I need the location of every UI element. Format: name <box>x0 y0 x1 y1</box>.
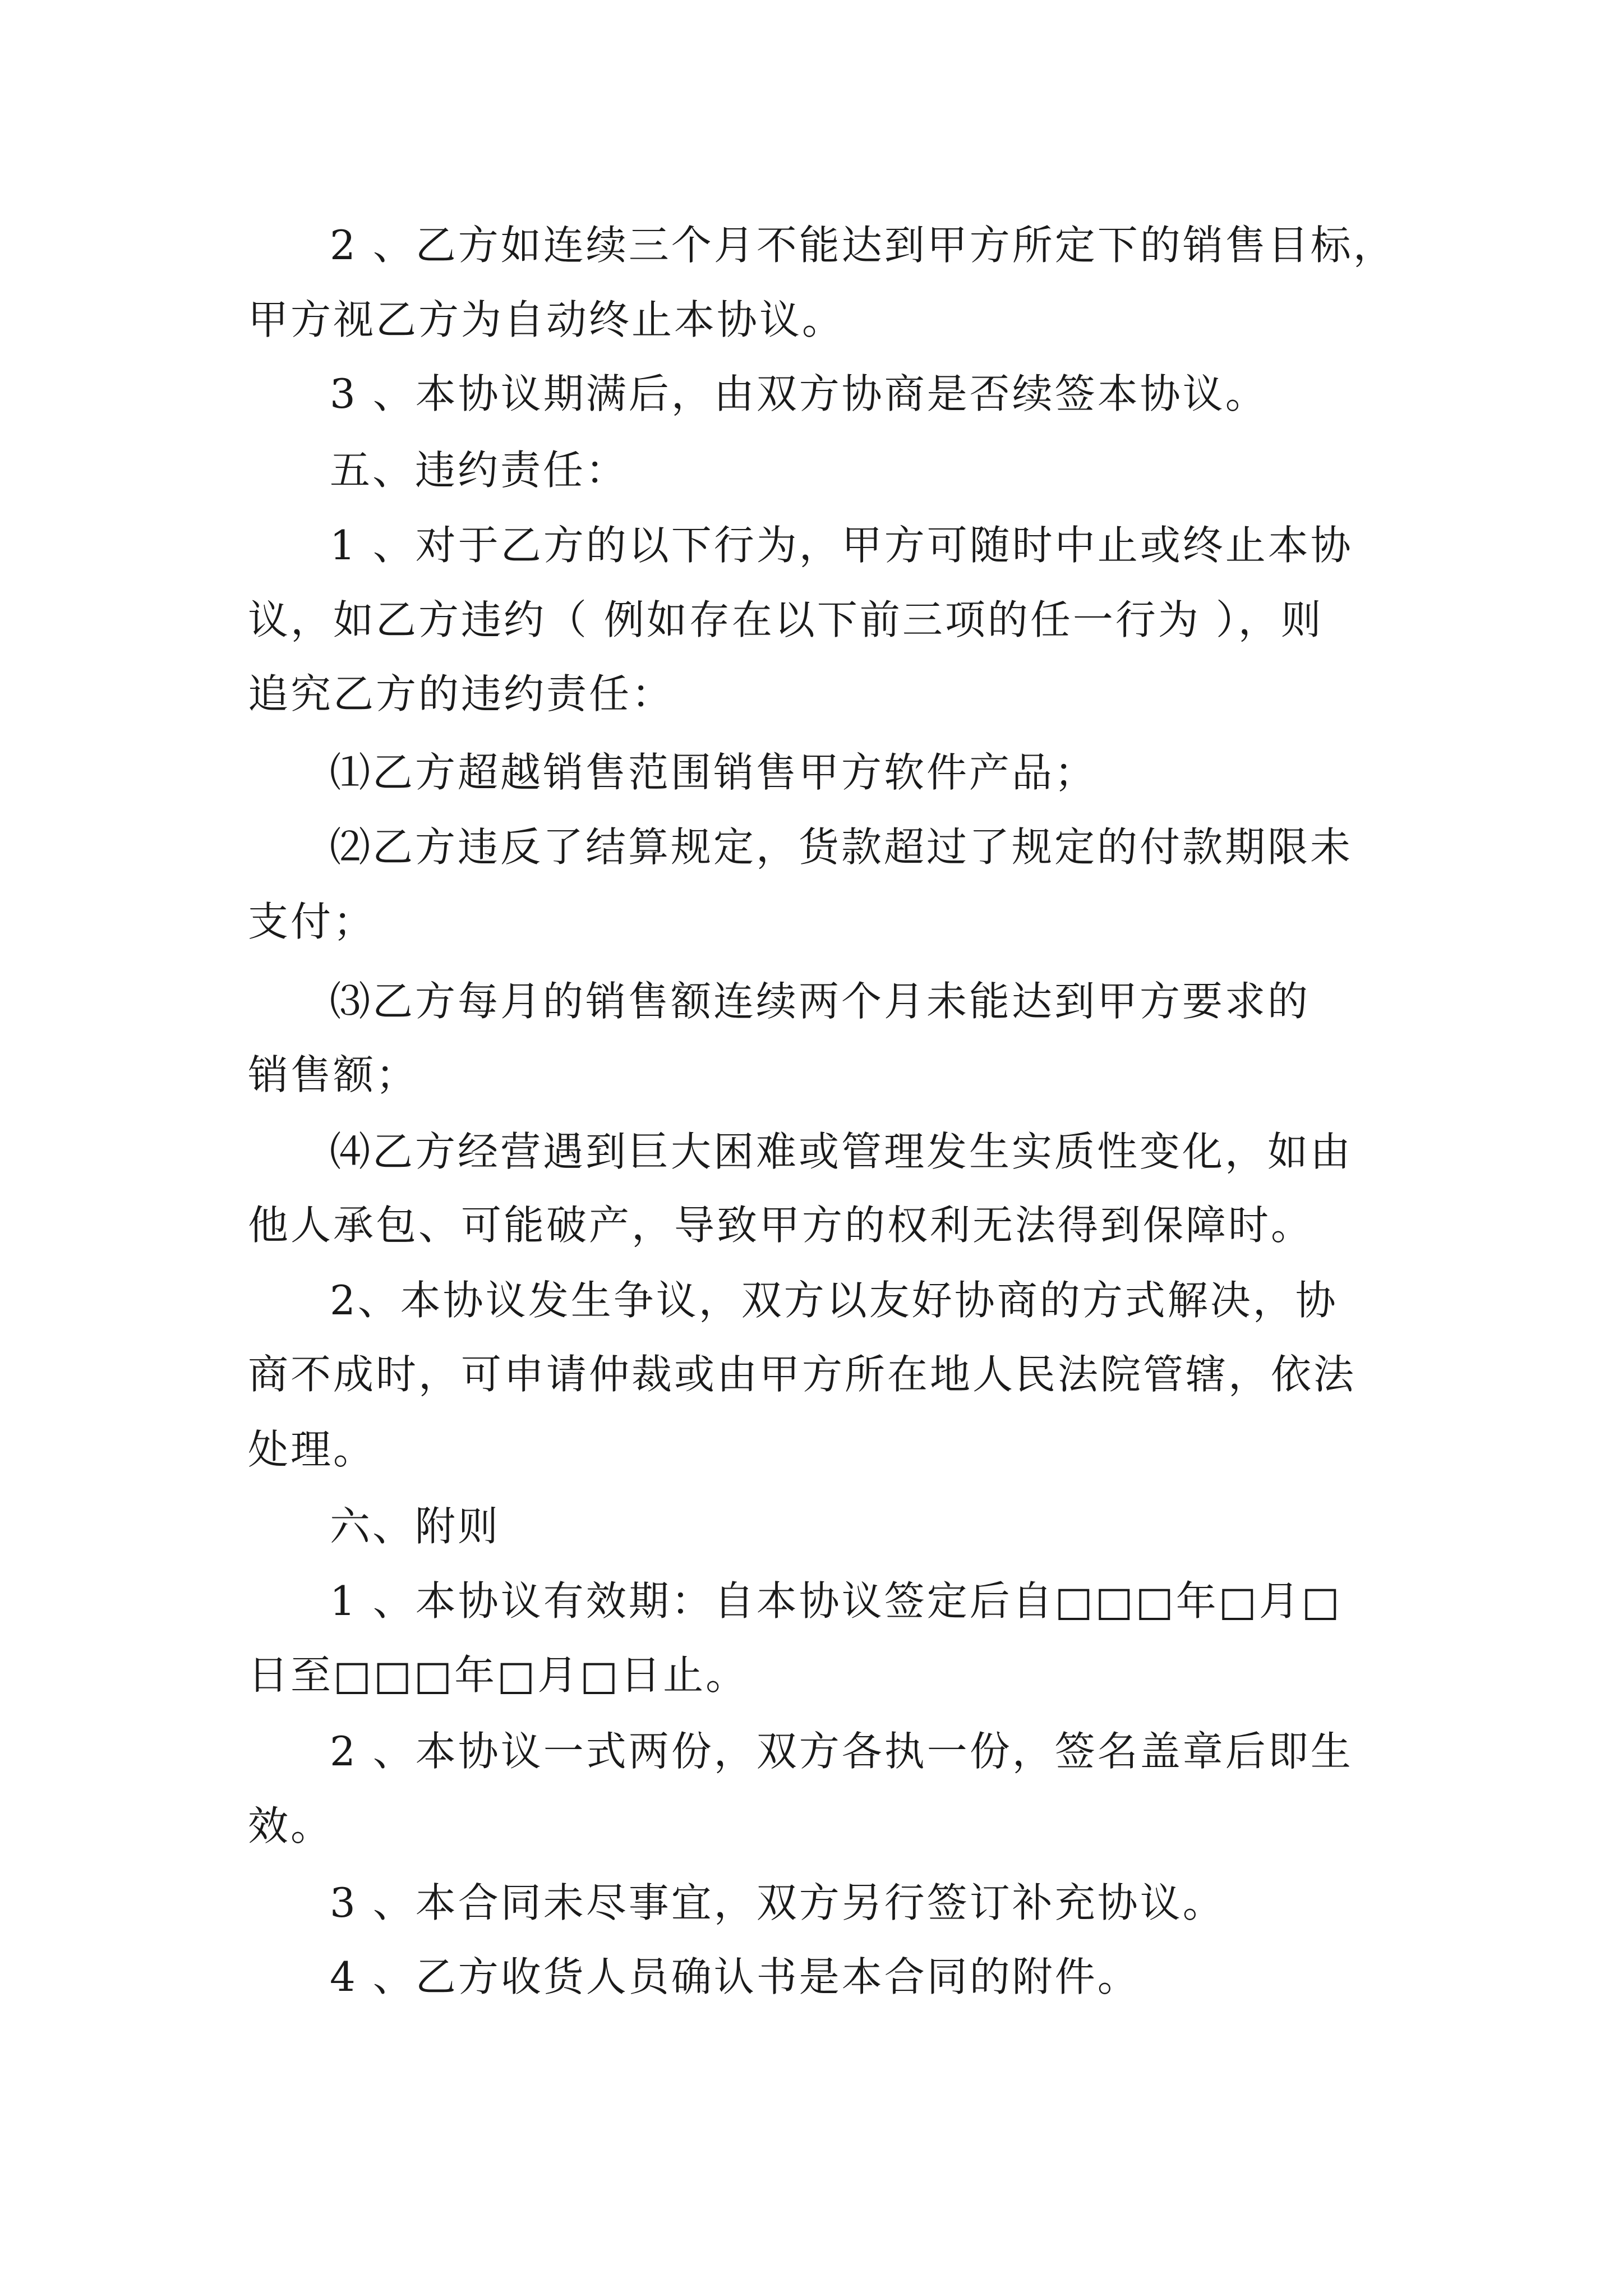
clause-6-3: 3 、本合同未尽事宜，双方另行签订补充协议。 <box>330 1879 1225 1926</box>
clause-5-2-line-3: 处理。 <box>248 1426 376 1473</box>
clause-4-2-line-2: 甲方视乙方为自动终止本协议。 <box>248 296 845 343</box>
clause-5-1-line-1: 1 、对于乙方的以下行为，甲方可随时中止或终止本协 <box>330 522 1353 569</box>
item-3-line-2: 销售额； <box>248 1051 419 1098</box>
clause-4-2-line-1: 2 、乙方如连续三个月不能达到甲方所定下的销售目标， <box>330 222 1396 269</box>
item-1: ⑴乙方超越销售范围销售甲方软件产品； <box>330 749 1098 796</box>
clause-6-2-line-1: 2 、本协议一式两份，双方各执一份，签名盖章后即生 <box>330 1728 1353 1775</box>
clause-5-1-line-3: 追究乙方的违约责任： <box>248 670 675 717</box>
clause-5-2-line-1: 2、本协议发生争议，双方以友好协商的方式解决，协 <box>330 1277 1338 1324</box>
item-4-line-2: 他人承包、可能破产，导致甲方的权利无法得到保障时。 <box>248 1202 1314 1249</box>
section-6-heading: 六、附则 <box>330 1503 501 1550</box>
clause-4-3: 3 、本协议期满后，由双方协商是否续签本协议。 <box>330 370 1268 417</box>
item-4-line-1: ⑷乙方经营遇到巨大困难或管理发生实质性变化，如由 <box>330 1128 1353 1175</box>
clause-6-4: 4 、乙方收货人员确认书是本合同的附件。 <box>330 1953 1140 2000</box>
clause-6-1-line-2: 日至□□□年□月□日止。 <box>248 1651 749 1699</box>
item-2-line-1: ⑵乙方违反了结算规定，货款超过了规定的付款期限未 <box>330 823 1353 871</box>
clause-5-2-line-2: 商不成时，可申请仲裁或由甲方所在地人民法院管辖，依法 <box>248 1351 1357 1398</box>
clause-6-2-line-2: 效。 <box>248 1802 334 1849</box>
clause-6-1-line-1: 1 、本协议有效期：自本协议签定后自□□□年□月□ <box>330 1577 1342 1625</box>
clause-5-1-line-2: 议，如乙方违约（ 例如存在以下前三项的任一行为 ），则 <box>248 596 1324 643</box>
item-3-line-1: ⑶乙方每月的销售额连续两个月未能达到甲方要求的 <box>330 978 1311 1025</box>
section-5-heading: 五、违约责任： <box>330 447 629 494</box>
item-2-line-2: 支付； <box>248 898 376 945</box>
